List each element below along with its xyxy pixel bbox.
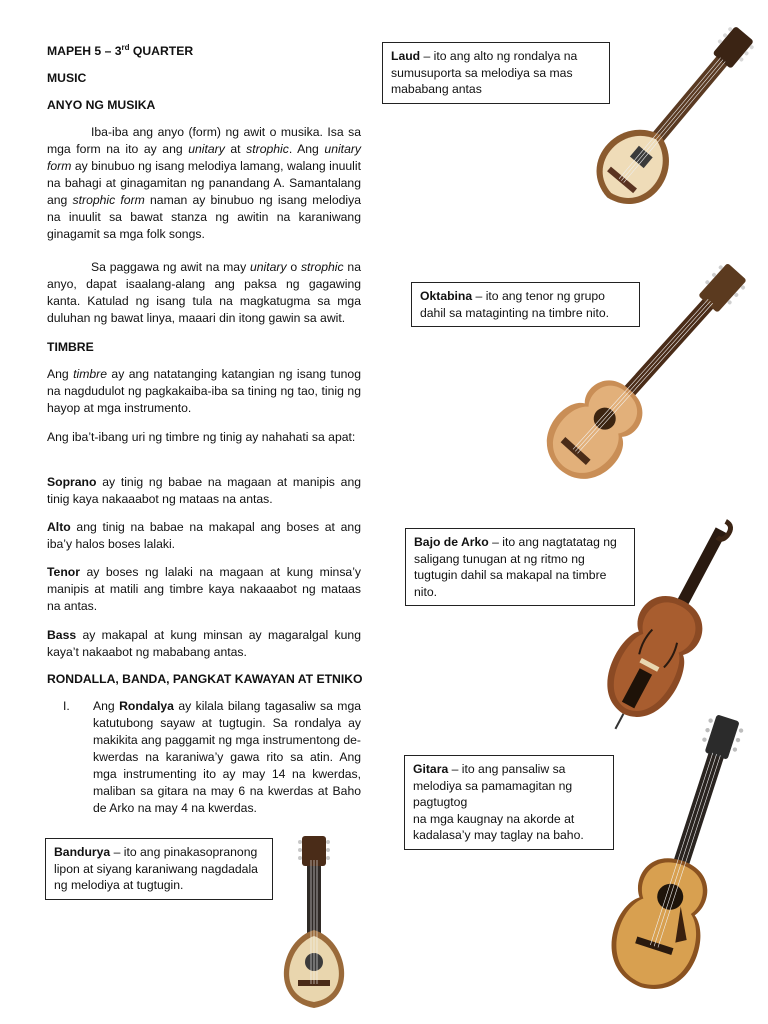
subject-heading: MAPEH 5 – 3rd QUARTER [47,42,194,58]
text-run: strophic [246,142,289,156]
text-run: unitary [249,260,287,274]
text-run: Rondalya [119,699,174,713]
voice-bass: Bass ay makapal at kung minsan ay magaralgal kung kaya’t nakaabot ng mababang antas. [47,628,361,659]
rondalla-heading: RONDALLA, BANDA, PANGKAT KAWAYAN AT ETNIKO [47,672,363,686]
text-run: naman ay binubuo ng isang melodiya na inuulit sa bawat stanza ng awitin na karaniwang ginagamit sa mga folk songs. [47,193,362,241]
text-run: ay kilala bilang tagasaliw sa mga katutubong sayaw at tugtugin. Sa rondalya ay makikita ang paggamit ng mga instrumentong de-kwerdas na karaniwa’y gawa rito sa atin. Ang mga instrumenting ito ay may 14 na kwerdas, maliban sa gitara na may 6 na kwerdas at Baho de Arko na may 4 na kwerdas. [93,699,361,815]
gitara-image [570,725,745,1015]
text-run: Sa paggawa ng awit na may [91,260,250,274]
laud-description-box: Laud – ito ang alto ng rondalya na sumusuporta sa melodiya sa mas mababang antas [382,42,610,104]
text-run: ay ang natatanging katangian ng isang tunog na nagdudulot ng pagkakaiba-iba sa tining ng tao, tinig ng hayop at mga instrumento. [47,367,361,415]
list-marker: I. [63,699,70,713]
timbre-heading: TIMBRE [47,340,94,354]
voice-tenor: Tenor ay boses ng lalaki na magaan at kung minsa’y manipis at matili ang timbre kaya nakaaabot ng mataas na antas. [47,565,361,613]
text-run: Iba-iba ang anyo (form) ng awit o musika. Isa sa mga form na ito ay ang [47,125,361,156]
voice-alto: Alto ang tinig na babae na makapal ang boses at ang iba’y halos boses lalaki. [47,520,361,551]
bajo-de-arko-description-box: Bajo de Arko – ito ang nagtatatag ng saligang tunugan at ng ritmo ng tugtugin dahil sa makapal na timbre nito. [405,528,635,606]
text-run: unitary form [47,142,362,173]
oktabina-description-box: Oktabina – ito ang tenor ng grupo dahil sa mataginting na timbre nito. [411,282,640,327]
timbre-types-intro: Ang iba’t-ibang uri ng timbre ng tinig ay nahahati sa apat: [47,430,356,444]
text-run: strophic [300,260,344,274]
anyo-paragraph-1 [47,124,361,243]
text-run: unitary [188,142,225,156]
text-run: Ang [93,699,120,713]
laud-image [565,36,735,226]
anyo-paragraph-2 [47,259,361,327]
text-run: strophic form [72,193,145,207]
area-heading: MUSIC [47,71,87,85]
text-run: timbre [73,367,107,381]
bajo-de-arko-image [580,525,740,735]
bandurya-image [260,830,370,1015]
text-run: na anyo, dapat isaalang-alang ang paksa ng gagawing kanta. Katulad ng isang tula na magkatugma sa mga duluhan ng bawat linya, maaari din itong gawin sa awit. [47,260,361,325]
oktabina-image [505,275,745,495]
text-run: . Ang [288,142,325,156]
voice-soprano: Soprano ay tinig ng babae na magaan at manipis ang tinig kaya nakaaabot ng mataas na antas. [47,475,361,506]
rondalya-paragraph [93,698,361,817]
timbre-paragraph [47,366,361,417]
text-run: ay binubuo ng isang melodiya lamang, walang inuulit na bahagi at ginagamitan ng panandang A. Samantalang ang [47,159,361,207]
text-run: o [286,260,301,274]
bandurya-description-box: Bandurya – ito ang pinakasopranong lipon at siyang karaniwang nagdadala ng melodiya at tugtugin. [45,838,273,900]
text-run: Ang [47,367,74,381]
text-run: at [224,142,247,156]
gitara-description-box: Gitara – ito ang pansaliw sa melodiya sa pamamagitan ng pagtugtog na mga kaugnay na akorde at kadalasa’y may taglay na baho. [404,755,614,850]
topic-heading: ANYO NG MUSIKA [47,98,156,112]
